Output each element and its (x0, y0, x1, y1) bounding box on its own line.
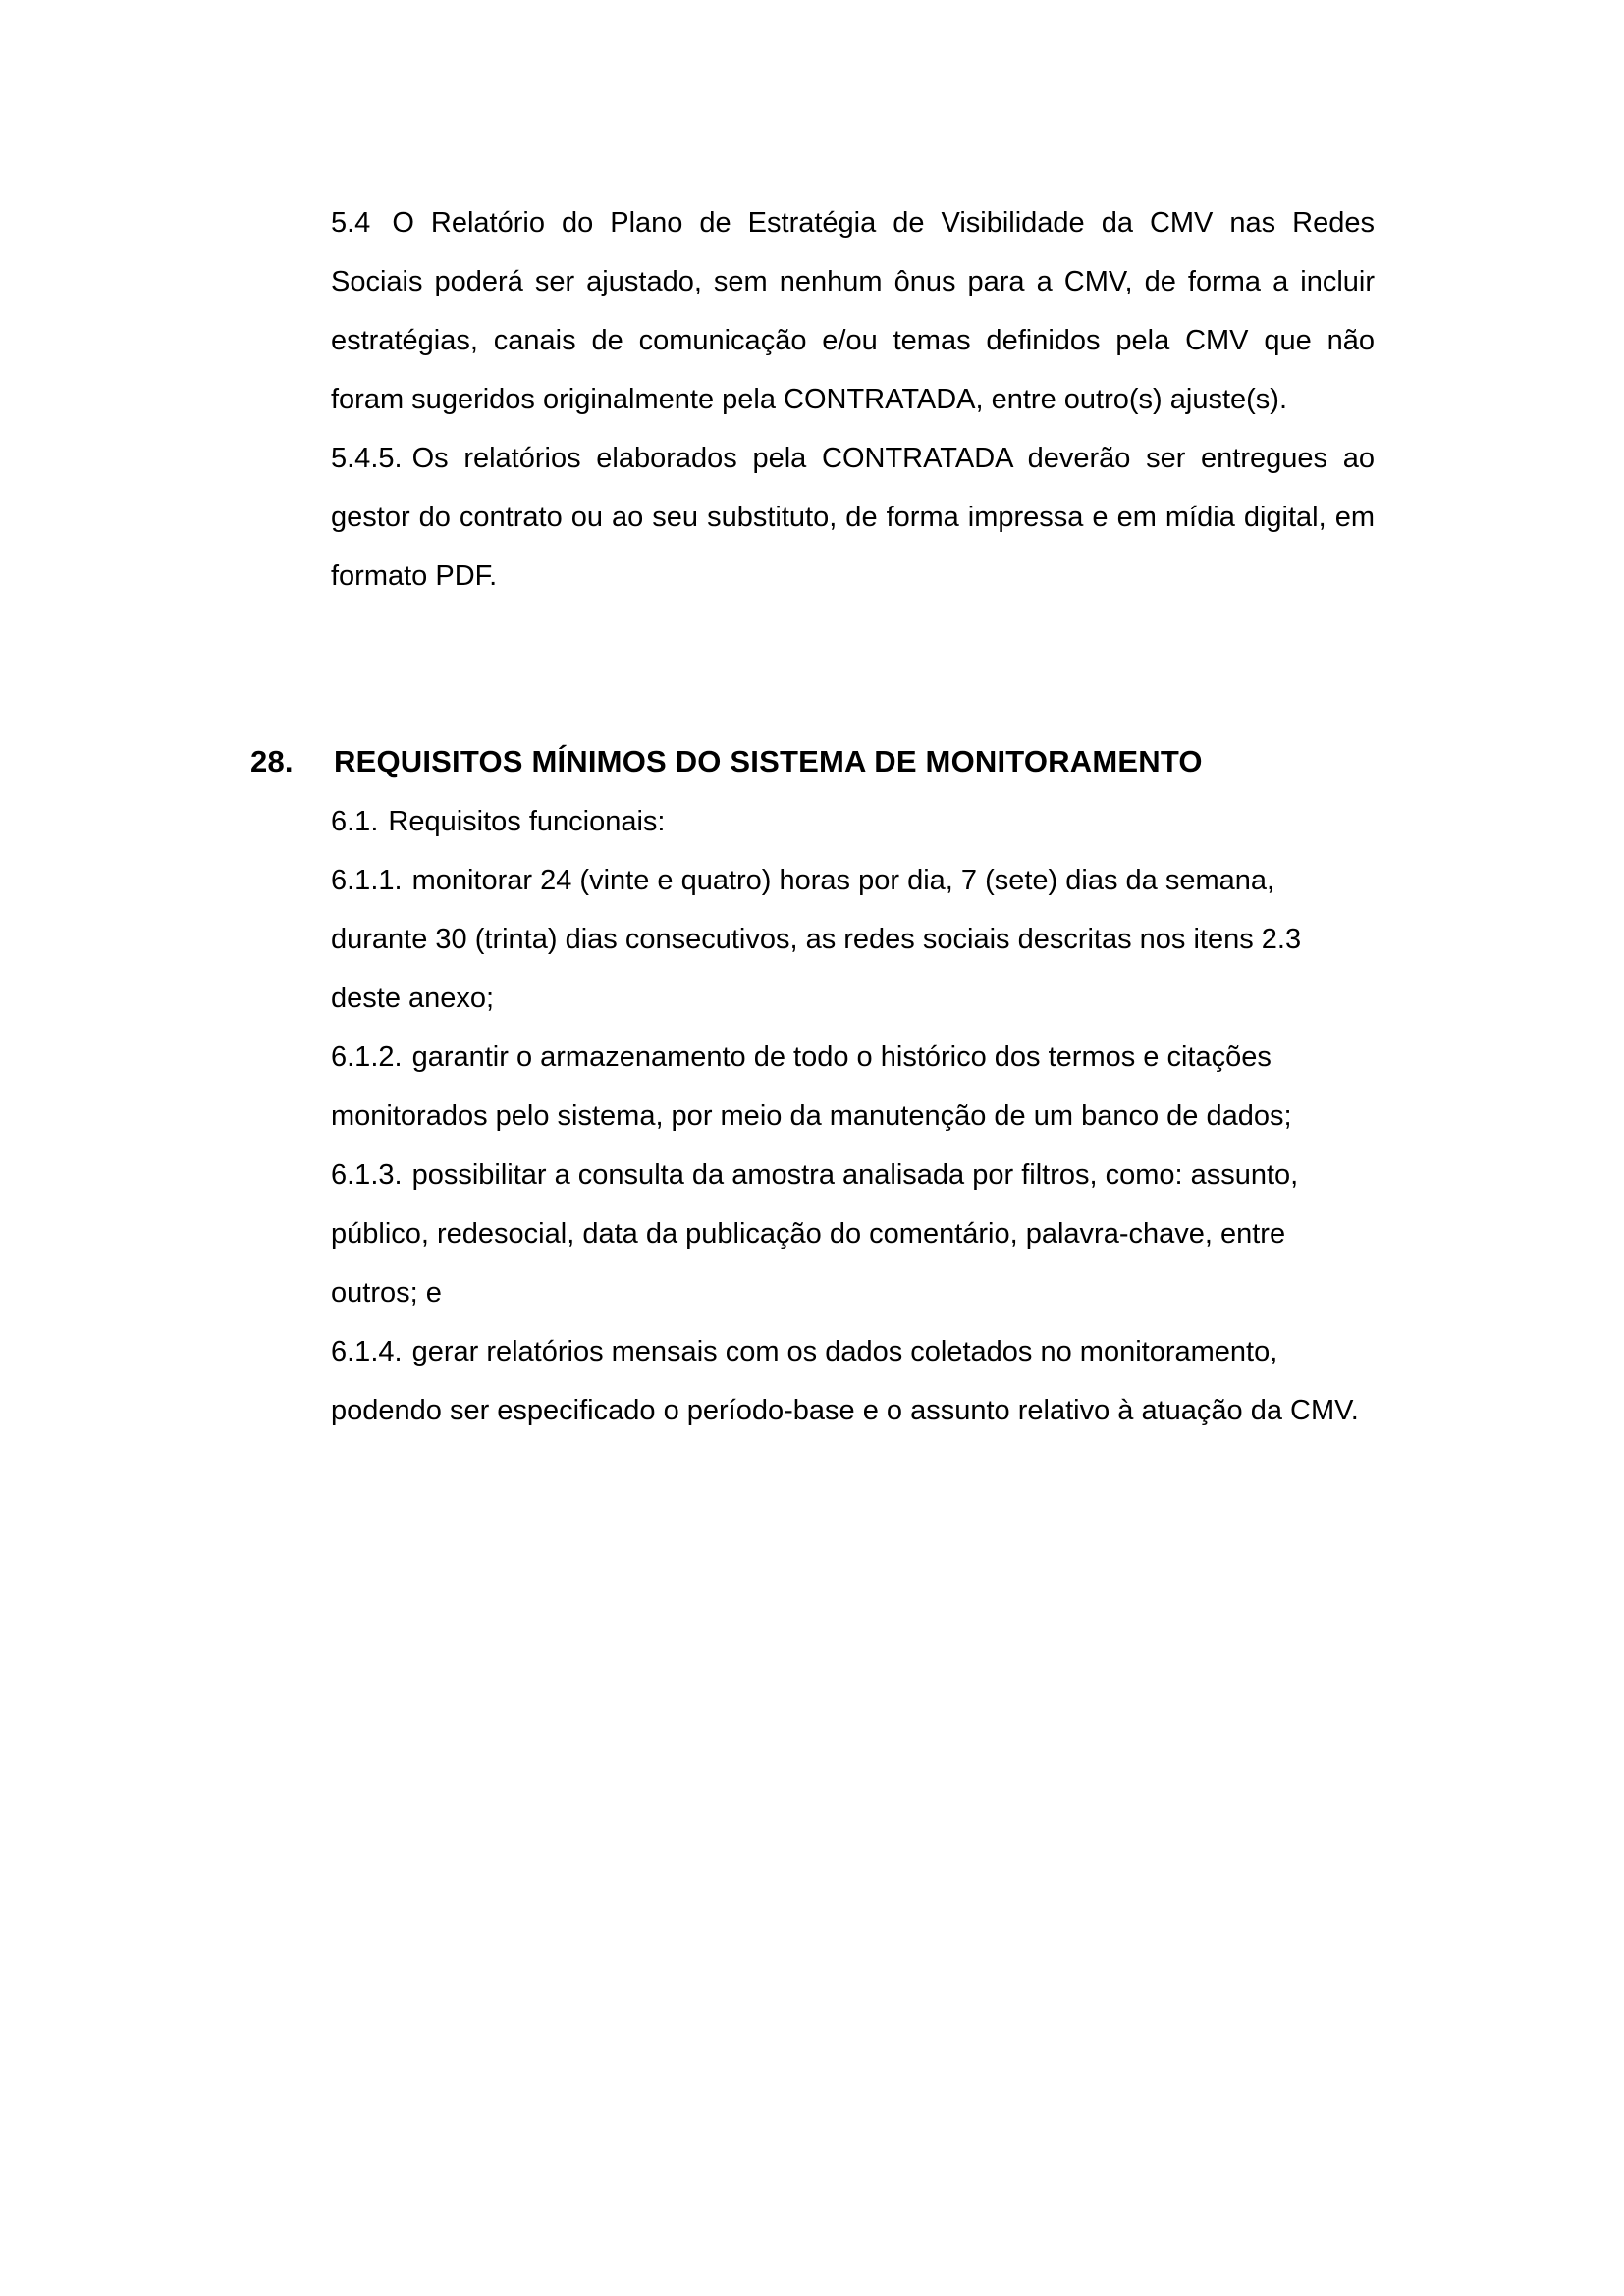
paragraph-6-1-1 (331, 851, 1375, 1028)
clause-text-5-4: O Relatório do Plano de Estratégia de Visibilidade da CMV nas Redes Sociais poderá ser ajustado, sem nenhum ônus para a CMV, de forma a incluir estratégias, canais de comunicação e/ou temas definidos pela CMV que não foram sugeridos originalmente pela CONTRATADA, entre outro(s) ajuste(s). (331, 207, 1375, 415)
clause-text-6-1: Requisitos funcionais: (388, 806, 666, 837)
clause-number-6-1-2: 6.1.2. (331, 1041, 403, 1073)
clause-text-6-1-1: monitorar 24 (vinte e quatro) horas por dia, 7 (sete) dias da semana, durante 30 (trinta) dias consecutivos, as redes sociais descritas nos itens 2.3 deste anexo; (331, 865, 1302, 1014)
paragraph-6-1-3 (331, 1146, 1375, 1322)
clause-number-5-4-5: 5.4.5. (331, 443, 403, 474)
clause-number-6-1: 6.1. (331, 806, 379, 837)
clause-number-6-1-4: 6.1.4. (331, 1336, 403, 1367)
clause-text-6-1-4: gerar relatórios mensais com os dados coletados no monitoramento, podendo ser especificado o período-base e o assunto relativo à atuação da CMV. (331, 1336, 1359, 1426)
paragraph-6-1 (331, 792, 1375, 851)
section-heading-28 (250, 731, 1375, 792)
clause-number-5-4: 5.4 (331, 207, 371, 239)
section-heading-number: 28. (250, 744, 294, 778)
clause-text-5-4-5: Os relatórios elaborados pela CONTRATADA deverão ser entregues ao gestor do contrato ou ao seu substituto, de forma impressa e em mídia digital, em formato PDF. (331, 443, 1375, 592)
clause-number-6-1-1: 6.1.1. (331, 865, 403, 896)
clause-number-6-1-3: 6.1.3. (331, 1159, 403, 1191)
clause-text-6-1-2: garantir o armazenamento de todo o histórico dos termos e citações monitorados pelo sistema, por meio da manutenção de um banco de dados; (331, 1041, 1292, 1132)
paragraph-6-1-4 (331, 1322, 1375, 1440)
section-heading-title: REQUISITOS MÍNIMOS DO SISTEMA DE MONITORAMENTO (334, 744, 1203, 778)
paragraph-6-1-2 (331, 1028, 1375, 1146)
paragraph-5-4 (331, 193, 1375, 429)
paragraph-5-4-5 (331, 429, 1375, 606)
clause-text-6-1-3: possibilitar a consulta da amostra analisada por filtros, como: assunto, público, redesocial, data da publicação do comentário, palavra-chave, entre outros; e (331, 1159, 1299, 1308)
